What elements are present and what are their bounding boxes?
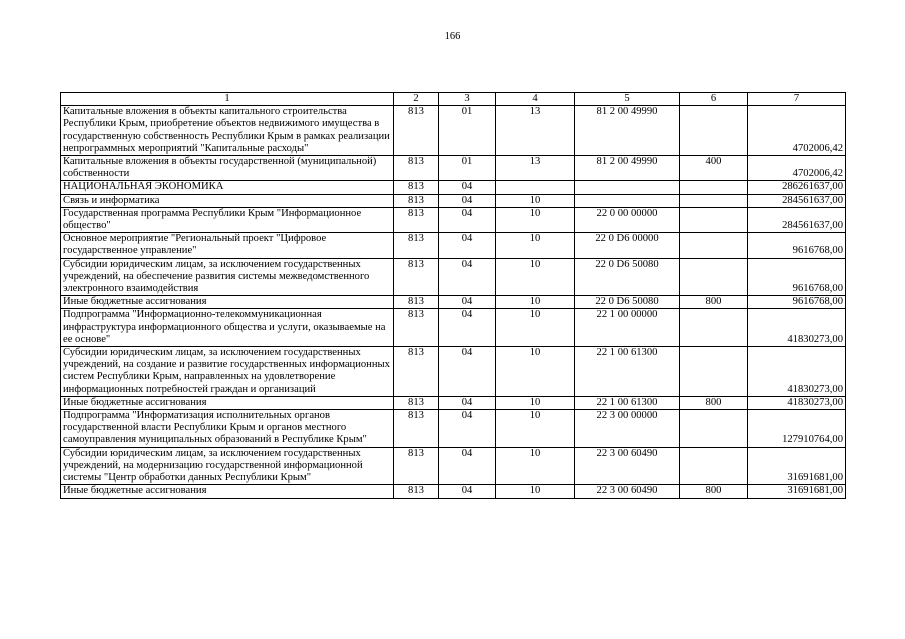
budget-table <box>60 92 846 499</box>
row-code-2: 813 <box>394 156 439 181</box>
row-amount: 9616768,00 <box>748 233 846 258</box>
row-code-2: 813 <box>394 396 439 409</box>
budget-table-body <box>61 93 846 499</box>
row-name: Государственная программа Республики Крым "Информационное общество" <box>61 207 394 232</box>
row-code-4: 13 <box>496 106 575 156</box>
row-code-4: 13 <box>496 156 575 181</box>
row-code-2: 813 <box>394 106 439 156</box>
row-name: Субсидии юридическим лицам, за исключением государственных учреждений, на обеспечение развития системы межведомственного электронного взаимодействия <box>61 258 394 296</box>
row-code-5 <box>575 181 680 194</box>
table-row <box>61 156 846 181</box>
page-number: 166 <box>444 31 461 42</box>
row-code-5: 22 1 00 61300 <box>575 396 680 409</box>
row-name: Подпрограмма "Информатизация исполнительных органов государственной власти Республики Крым и органов местного самоуправления муниципальных образований в Республике Крым" <box>61 410 394 448</box>
table-row <box>61 194 846 207</box>
row-code-6: 800 <box>680 396 748 409</box>
row-amount: 41830273,00 <box>748 347 846 397</box>
table-row <box>61 233 846 258</box>
table-row <box>61 485 846 498</box>
row-amount: 41830273,00 <box>748 309 846 347</box>
row-code-6 <box>680 258 748 296</box>
row-code-4: 10 <box>496 296 575 309</box>
row-code-5: 22 0 D6 00000 <box>575 233 680 258</box>
row-amount: 286261637,00 <box>748 181 846 194</box>
row-code-6 <box>680 347 748 397</box>
row-code-6 <box>680 194 748 207</box>
row-code-4: 10 <box>496 233 575 258</box>
table-header-row <box>61 93 846 106</box>
row-amount: 127910764,00 <box>748 410 846 448</box>
table-row <box>61 396 846 409</box>
row-code-4: 10 <box>496 396 575 409</box>
row-code-3: 04 <box>439 410 496 448</box>
row-code-4: 10 <box>496 347 575 397</box>
table-row <box>61 410 846 448</box>
row-code-4: 10 <box>496 258 575 296</box>
row-code-3: 04 <box>439 485 496 498</box>
row-code-5: 22 3 00 00000 <box>575 410 680 448</box>
row-code-5: 22 3 00 60490 <box>575 485 680 498</box>
row-code-3: 04 <box>439 181 496 194</box>
row-code-6: 800 <box>680 485 748 498</box>
row-code-6: 800 <box>680 296 748 309</box>
row-name: Подпрограмма "Информационно-телекоммуникационная инфраструктура информационного общества и услуги, оказываемые на ее основе" <box>61 309 394 347</box>
row-code-2: 813 <box>394 181 439 194</box>
row-amount: 284561637,00 <box>748 194 846 207</box>
row-code-5: 81 2 00 49990 <box>575 106 680 156</box>
row-amount: 9616768,00 <box>748 296 846 309</box>
row-code-6 <box>680 309 748 347</box>
column-header: 5 <box>575 93 680 106</box>
row-code-2: 813 <box>394 410 439 448</box>
row-code-3: 04 <box>439 309 496 347</box>
row-name: Основное мероприятие "Региональный проект "Цифровое государственное управление" <box>61 233 394 258</box>
column-header: 1 <box>61 93 394 106</box>
row-code-3: 04 <box>439 258 496 296</box>
row-amount: 31691681,00 <box>748 485 846 498</box>
row-code-2: 813 <box>394 207 439 232</box>
row-amount: 9616768,00 <box>748 258 846 296</box>
row-amount: 41830273,00 <box>748 396 846 409</box>
row-code-4: 10 <box>496 207 575 232</box>
row-code-3: 01 <box>439 156 496 181</box>
row-code-4: 10 <box>496 194 575 207</box>
row-code-3: 04 <box>439 194 496 207</box>
row-code-3: 04 <box>439 447 496 485</box>
row-code-2: 813 <box>394 485 439 498</box>
row-code-6 <box>680 410 748 448</box>
table-row <box>61 258 846 296</box>
row-code-5: 22 0 D6 50080 <box>575 296 680 309</box>
row-code-5: 22 0 00 00000 <box>575 207 680 232</box>
row-name: НАЦИОНАЛЬНАЯ ЭКОНОМИКА <box>61 181 394 194</box>
row-code-6 <box>680 447 748 485</box>
row-code-3: 04 <box>439 396 496 409</box>
row-code-6: 400 <box>680 156 748 181</box>
row-code-2: 813 <box>394 347 439 397</box>
table-row <box>61 347 846 397</box>
row-code-5: 81 2 00 49990 <box>575 156 680 181</box>
row-code-4: 10 <box>496 309 575 347</box>
row-code-5: 22 3 00 60490 <box>575 447 680 485</box>
row-amount: 4702006,42 <box>748 106 846 156</box>
row-code-5 <box>575 194 680 207</box>
row-name: Субсидии юридическим лицам, за исключением государственных учреждений, на модернизацию государственной информационной системы "Центр обработки данных Республики Крым" <box>61 447 394 485</box>
row-code-3: 04 <box>439 207 496 232</box>
row-code-6 <box>680 233 748 258</box>
row-code-4: 10 <box>496 447 575 485</box>
row-code-5: 22 1 00 00000 <box>575 309 680 347</box>
row-code-3: 04 <box>439 347 496 397</box>
row-code-2: 813 <box>394 447 439 485</box>
row-amount: 284561637,00 <box>748 207 846 232</box>
row-amount: 31691681,00 <box>748 447 846 485</box>
table-row <box>61 447 846 485</box>
column-header: 4 <box>496 93 575 106</box>
column-header: 7 <box>748 93 846 106</box>
row-code-2: 813 <box>394 296 439 309</box>
row-code-2: 813 <box>394 194 439 207</box>
row-code-4: 10 <box>496 485 575 498</box>
row-code-2: 813 <box>394 258 439 296</box>
row-code-6 <box>680 181 748 194</box>
row-code-6 <box>680 207 748 232</box>
table-row <box>61 106 846 156</box>
row-code-2: 813 <box>394 233 439 258</box>
row-name: Капитальные вложения в объекты государственной (муниципальной) собственности <box>61 156 394 181</box>
column-header: 6 <box>680 93 748 106</box>
row-code-6 <box>680 106 748 156</box>
row-code-5: 22 1 00 61300 <box>575 347 680 397</box>
row-name: Иные бюджетные ассигнования <box>61 296 394 309</box>
row-code-4 <box>496 181 575 194</box>
row-amount: 4702006,42 <box>748 156 846 181</box>
row-name: Связь и информатика <box>61 194 394 207</box>
row-name: Иные бюджетные ассигнования <box>61 396 394 409</box>
row-code-3: 04 <box>439 296 496 309</box>
table-row <box>61 309 846 347</box>
row-name: Иные бюджетные ассигнования <box>61 485 394 498</box>
table-row <box>61 207 846 232</box>
row-code-3: 04 <box>439 233 496 258</box>
row-name: Субсидии юридическим лицам, за исключением государственных учреждений, на создание и развитие государственных информационных систем Республики Крым, направленных на удовлетворение информационных потребностей граждан и организаций <box>61 347 394 397</box>
table-row <box>61 181 846 194</box>
row-code-4: 10 <box>496 410 575 448</box>
column-header: 3 <box>439 93 496 106</box>
row-code-2: 813 <box>394 309 439 347</box>
table-row <box>61 296 846 309</box>
row-code-3: 01 <box>439 106 496 156</box>
column-header: 2 <box>394 93 439 106</box>
row-code-5: 22 0 D6 50080 <box>575 258 680 296</box>
row-name: Капитальные вложения в объекты капитального строительства Республики Крым, приобретение объектов недвижимого имущества в государственную собственность Республики Крым в рамках реализации непрограммных мероприятий "Капитальные расходы" <box>61 106 394 156</box>
